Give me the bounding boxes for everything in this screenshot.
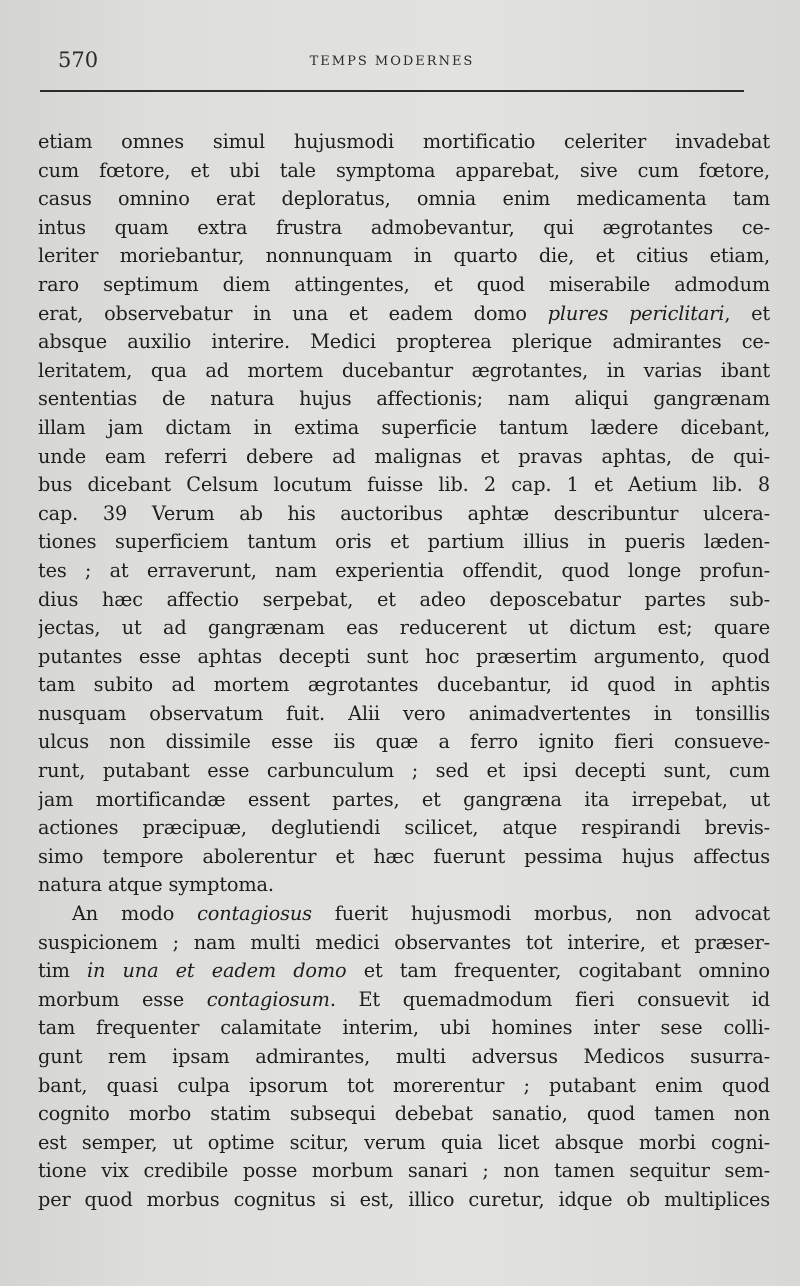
text-segment: tes ; at erraverunt, nam experientia offendit, quod longe profun-	[38, 558, 770, 582]
text-segment: nusquam observatum fuit. Alii vero animadvertentes in tonsillis	[38, 701, 770, 725]
text-segment: gunt rem ipsam admirantes, multi adversus Medicos susurra-	[38, 1045, 770, 1068]
text-line	[38, 185, 770, 214]
text-line	[38, 328, 770, 357]
text-line	[38, 1043, 770, 1072]
text-line	[38, 700, 770, 729]
italic-segment: contagiosus	[197, 902, 312, 926]
text-line	[38, 357, 770, 386]
text-line	[38, 728, 770, 757]
text-line	[38, 900, 770, 929]
text-segment: raro septimum diem attingentes, et quod miserabile admodum	[38, 272, 770, 296]
text-segment: bant, quasi culpa ipsorum tot morerentur ; putabant enim quod	[38, 1073, 770, 1097]
text-segment: erat, observebatur in una et eadem domo	[38, 301, 548, 325]
text-line	[38, 986, 770, 1015]
body-text	[38, 128, 770, 1215]
text-line	[38, 671, 770, 700]
text-segment: tiones superficiem tantum oris et partium illius in pueris læden-	[38, 530, 770, 554]
text-line	[38, 385, 770, 414]
text-segment: absque auxilio interire. Medici propterea plerique admirantes ce-	[38, 330, 770, 354]
italic-segment: contagiosum	[206, 987, 330, 1011]
text-segment: morbum esse	[38, 987, 207, 1011]
text-segment: actiones præcipuæ, deglutiendi scilicet, atque respirandi brevis-	[38, 816, 770, 840]
text-line	[38, 414, 770, 443]
text-segment: tam frequenter calamitate interim, ubi homines inter sese colli-	[38, 1016, 770, 1040]
page-number: 570	[58, 48, 99, 72]
text-segment: tione vix credibile posse morbum sanari ; non tamen sequitur sem-	[38, 1159, 770, 1183]
text-line	[38, 157, 770, 186]
header-rule	[40, 90, 744, 92]
text-segment: fuerit hujusmodi morbus, non advocat	[311, 902, 770, 926]
text-segment: unde eam referri debere ad malignas et pravas aphtas, de qui-	[38, 444, 770, 468]
text-segment: . Et quemadmodum fieri consuevit id	[329, 987, 770, 1011]
text-segment: jectas, ut ad gangrænam eas reducerent ut dictum est; quare	[38, 616, 770, 640]
text-segment: illam jam dictam in extima superficie tantum lædere dicebant,	[38, 415, 770, 439]
text-segment: cap. 39 Verum ab his auctoribus aphtæ describuntur ulcera-	[38, 501, 770, 525]
text-line	[38, 843, 770, 872]
italic-segment: in una et eadem domo	[87, 959, 347, 983]
text-line	[38, 471, 770, 500]
text-line	[38, 528, 770, 557]
text-line	[38, 242, 770, 271]
text-segment: jam mortificandæ essent partes, et gangræna ita irrepebat, ut	[38, 787, 770, 811]
text-segment: etiam omnes simul hujusmodi mortificatio celeriter invadebat	[38, 130, 770, 153]
text-segment: runt, putabant esse carbunculum ; sed et ipsi decepti sunt, cum	[38, 759, 770, 783]
text-line	[38, 814, 770, 843]
text-line	[38, 1072, 770, 1101]
text-segment: , et	[724, 301, 770, 325]
text-line	[38, 1014, 770, 1043]
text-line	[38, 614, 770, 643]
text-segment: putantes esse aphtas decepti sunt hoc præsertim argumento, quod	[38, 644, 770, 668]
text-line	[38, 443, 770, 472]
text-segment: est semper, ut optime scitur, verum quia licet absque morbi cogni-	[38, 1130, 770, 1154]
text-line	[38, 957, 770, 986]
text-line	[38, 929, 770, 958]
text-segment: simo tempore abolerentur et hæc fuerunt pessima hujus affectus	[38, 844, 770, 868]
text-line	[38, 271, 770, 300]
text-segment: dius hæc affectio serpebat, et adeo deposcebatur partes sub-	[38, 587, 770, 611]
text-line	[38, 128, 770, 157]
running-title: TEMPS MODERNES	[309, 54, 475, 69]
text-line	[38, 1129, 770, 1158]
text-segment: intus quam extra frustra admobevantur, qui ægrotantes ce-	[38, 215, 770, 239]
text-segment: An modo	[72, 902, 198, 926]
text-segment: tim	[38, 959, 87, 983]
text-segment: cognito morbo statim subsequi debebat sanatio, quod tamen non	[38, 1102, 770, 1126]
text-segment: tam subito ad mortem ægrotantes ducebantur, id quod in aphtis	[38, 673, 770, 697]
text-line	[38, 586, 770, 615]
italic-segment: plures periclitari	[547, 301, 725, 325]
text-line	[38, 1157, 770, 1186]
text-line	[38, 871, 770, 900]
text-line	[38, 757, 770, 786]
text-segment: per quod morbus cognitus si est, illico curetur, idque ob multiplices	[38, 1187, 770, 1211]
text-segment: ulcus non dissimile esse iis quæ a ferro ignito fieri consueve-	[38, 730, 770, 754]
text-segment: leritatem, qua ad mortem ducebantur ægrotantes, in varias ibant	[38, 358, 770, 382]
text-line	[38, 300, 770, 329]
page-header	[40, 46, 744, 76]
text-segment: sententias de natura hujus affectionis; nam aliqui gangrænam	[38, 387, 770, 411]
text-line	[38, 214, 770, 243]
text-segment: bus dicebant Celsum locutum fuisse lib. 2 cap. 1 et Aetium lib. 8	[38, 473, 770, 497]
text-line	[38, 643, 770, 672]
text-segment: leriter moriebantur, nonnunquam in quarto die, et citius etiam,	[38, 244, 770, 268]
text-segment: et tam frequenter, cogitabant omnino	[346, 959, 770, 983]
text-segment: natura atque symptoma.	[38, 873, 274, 897]
text-segment: suspicionem ; nam multi medici observantes tot interire, et præser-	[38, 930, 770, 954]
text-segment: casus omnino erat deploratus, omnia enim medicamenta tam	[38, 187, 770, 211]
text-line	[38, 786, 770, 815]
text-line	[38, 1100, 770, 1129]
text-line	[38, 557, 770, 586]
text-segment: cum fœtore, et ubi tale symptoma apparebat, sive cum fœtore,	[38, 158, 770, 182]
text-line	[38, 1186, 770, 1215]
text-line	[38, 500, 770, 529]
